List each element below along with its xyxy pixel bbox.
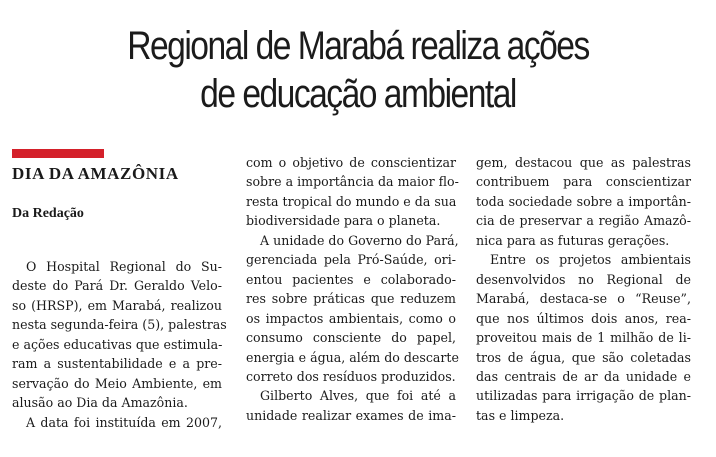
byline: Da Redação — [12, 206, 84, 221]
text-line: utilizadas para irrigação de plan- — [476, 388, 691, 404]
headline-line: Regional de Marabá realiza ações — [127, 24, 589, 68]
text-line: das centrais de ar da unidade e — [476, 368, 691, 384]
text-line: proveitou mais de 1 milhão de li- — [476, 330, 691, 346]
text-line: O Hospital Regional do Su- — [26, 259, 222, 274]
text-line: nesta segunda-feira (5), palestras — [12, 317, 227, 333]
text-line: servação do Meio Ambiente, em — [12, 375, 222, 391]
text-line: com o objetivo de conscientizar — [246, 155, 456, 170]
text-line: contribuem para conscientizar — [476, 174, 691, 190]
text-line: desenvolvidos no Regional de — [476, 271, 691, 287]
text-line: toda sociedade sobre a importân- — [476, 193, 691, 209]
text-line: biodiversidade para o planeta. — [246, 213, 441, 229]
text-line: Entre os projetos ambientais — [490, 252, 691, 268]
text-line: tros de água, que são coletadas — [476, 349, 691, 365]
text-line: resta tropical do mundo e da sua — [246, 193, 457, 209]
text-line: Marabá, destaca-se o “Reuse”, — [476, 291, 691, 307]
text-line: gem, destacou que as palestras — [476, 155, 691, 170]
section-label: DIA DA AMAZÔNIA — [12, 164, 179, 183]
headline — [57, 22, 658, 118]
text-line: res sobre práticas que reduzem — [246, 291, 456, 307]
text-line: gerenciada pela Pró-Saúde, ori- — [246, 252, 456, 268]
text-line: energia e água, além do descarte — [246, 349, 459, 365]
headline-line: de educação ambiental — [200, 72, 516, 116]
text-line: nica para as futuras gerações. — [476, 232, 670, 248]
text-line: e ações educativas que estimula- — [12, 336, 223, 352]
text-line: sobre a importância da maior flo- — [246, 174, 459, 190]
text-line: os impactos ambientais, como o — [246, 310, 456, 326]
text-line: consumo consciente do papel, — [246, 330, 456, 346]
text-line: A unidade do Governo do Pará, — [260, 232, 459, 248]
article-column-3 — [476, 153, 691, 425]
text-line: entou pacientes e colaborado- — [246, 271, 456, 287]
article-column-2 — [246, 153, 459, 425]
text-line: Gilberto Alves, que foi até a — [260, 388, 456, 404]
text-line: A data foi instituída em 2007, — [26, 414, 222, 430]
text-line: so (HRSP), em Marabá, realizou — [12, 297, 222, 313]
text-line: deste do Pará Dr. Geraldo Velo- — [12, 278, 222, 294]
text-line: que nos últimos dois anos, rea- — [476, 310, 691, 326]
article-column-1 — [12, 257, 227, 432]
text-line: correto dos resíduos produzidos. — [246, 368, 456, 384]
text-line: unidade realizar exames de ima- — [246, 407, 456, 423]
text-line: ram a sustentabilidade e a pre- — [12, 356, 222, 372]
section-accent-bar — [12, 149, 104, 158]
text-line: alusão ao Dia da Amazônia. — [12, 395, 188, 411]
text-line: tas e limpeza. — [476, 407, 565, 423]
text-line: cia de preservar a região Amazô- — [476, 213, 691, 229]
